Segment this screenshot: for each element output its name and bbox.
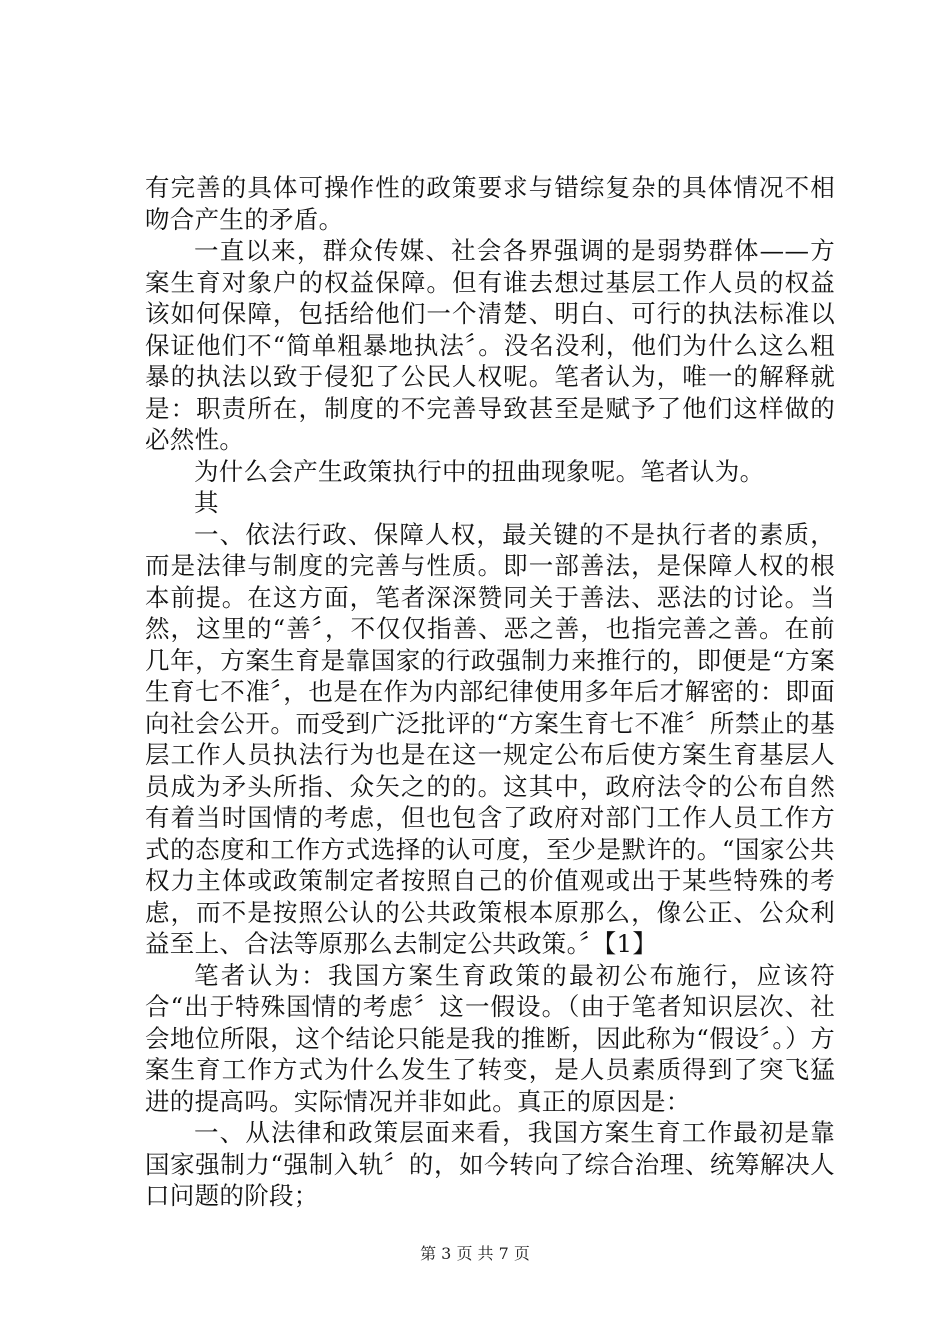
paragraph-7: 一、从法律和政策层面来看，我国方案生育工作最初是靠国家强制力“强制入轨〞的，如今转向了综合治理、统筹解决人口问题的阶段； (145, 1118, 835, 1210)
page-number-footer: 第 3 页 共 7 页 (420, 1244, 530, 1263)
document-body (145, 172, 835, 1212)
paragraph-1: 有完善的具体可操作性的政策要求与错综复杂的具体情况不相吻合产生的矛盾。 (145, 173, 835, 234)
paragraph-3: 为什么会产生政策执行中的扭曲现象呢。笔者认为。 (194, 456, 765, 486)
paragraph-2: 一直以来，群众传媒、社会各界强调的是弱势群体——方案生育对象户的权益保障。但有谁去想过基层工作人员的权益该如何保障，包括给他们一个清楚、明白、可行的执法标准以保证他们不“简单粗暴地执法〞。没名没利，他们为什么这么粗暴的执法以致于侵犯了公民人权呢。笔者认为，唯一的解释就是：职责所在，制度的不完善导致甚至是赋予了他们这样做的必然性。 (145, 236, 835, 454)
paragraph-5: 一、依法行政、保障人权，最关键的不是执行者的素质，而是法律与制度的完善与性质。即一部善法，是保障人权的根本前提。在这方面，笔者深深赞同关于善法、恶法的讨论。当然，这里的“善〞，不仅仅指善、恶之善，也指完善之善。在前几年，方案生育是靠国家的行政强制力来推行的，即便是“方案生育七不准〞，也是在作为内部纪律使用多年后才解密的：即面向社会公开。而受到广泛批评的“方案生育七不准〞所禁止的基层工作人员执法行为也是在这一规定公布后使方案生育基层人员成为矛头所指、众矢之的的。这其中，政府法令的公布自然有着当时国情的考虑，但也包含了政府对部门工作人员工作方式的态度和工作方式选择的认可度，至少是默许的。“国家公共权力主体或政策制定者按照自己的价值观或出于某些特殊的考虑，而不是按照公认的公共政策根本原那么，像公正、公众利益至上、合法等原那么去制定公共政策。〞【1】 (145, 519, 836, 958)
paragraph-4: 其 (194, 488, 219, 517)
paragraph-6: 笔者认为：我国方案生育政策的最初公布施行，应该符合“出于特殊国情的考虑〞这一假设。（由于笔者知识层次、社会地位所限，这个结论只能是我的推断，因此称为“假设〞。）方案生育工作方式为什么发生了转变，是人员素质得到了突飞猛进的提高吗。实际情况并非如此。真正的原因是： (145, 960, 835, 1116)
